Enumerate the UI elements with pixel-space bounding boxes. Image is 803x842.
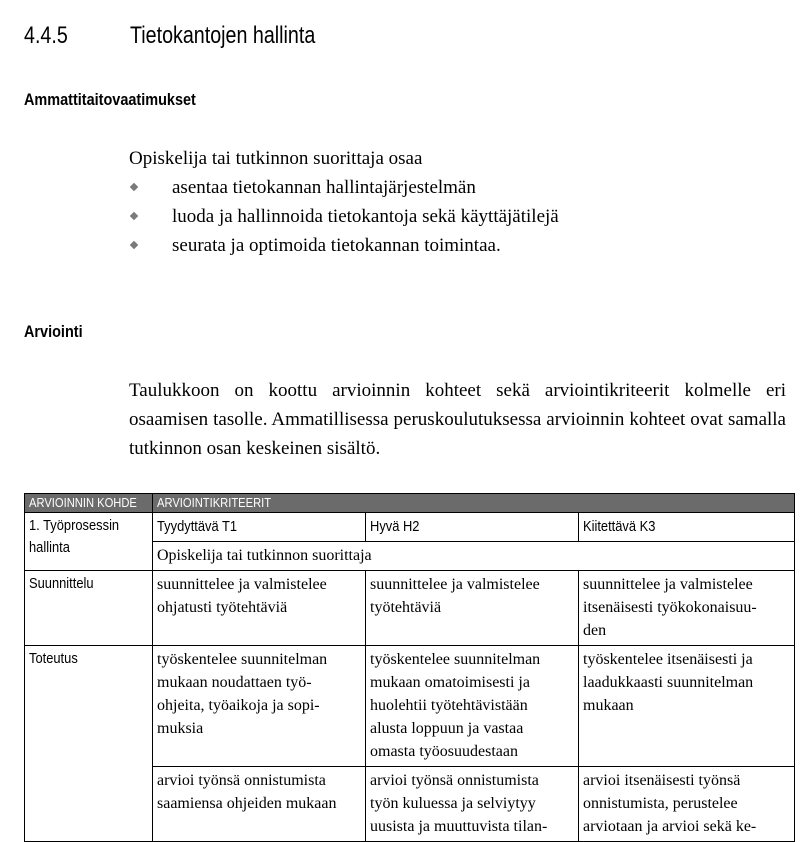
table-row <box>25 571 795 646</box>
diamond-bullet-icon <box>130 241 138 249</box>
section-number: 4.4.5 <box>24 22 68 49</box>
level-h2: Hyvä H2 <box>366 513 579 542</box>
competence-list <box>129 173 559 260</box>
table-header-row <box>25 494 795 513</box>
diamond-bullet-icon <box>130 183 138 191</box>
row-label: Suunnittelu <box>25 571 153 646</box>
col-header-subject: ARVIOINNIN KOHDE <box>25 494 153 513</box>
criteria-t1: työskentelee suunnitelman mukaan noudattaen työ- ohjeita, työaikoja ja sopi- muksia <box>153 646 366 767</box>
criteria-k3: arvioi itsenäisesti työnsä onnistumista, perustelee arviotaan ja arvioi sekä ke- <box>579 767 795 842</box>
competence-item: asentaa tietokannan hallintajärjestelmän <box>129 173 559 202</box>
competence-heading: Ammattitaitovaatimukset <box>24 90 196 109</box>
level-k3: Kiitettävä K3 <box>579 513 795 542</box>
level-t1: Tyydyttävä T1 <box>153 513 366 542</box>
criteria-h2: suunnittelee ja valmistelee työtehtäviä <box>366 571 579 646</box>
row-label <box>25 767 153 842</box>
criteria-h2: työskentelee suunnitelman mukaan omatoimisesti ja huolehtii työtehtävistään alusta loppuun ja vastaa omasta työosuudestaan <box>366 646 579 767</box>
competence-item: luoda ja hallinnoida tietokantoja sekä käyttäjätilejä <box>129 202 559 231</box>
level-row <box>25 513 795 542</box>
col-header-criteria: ARVIOINTIKRITEERIT <box>153 494 795 513</box>
competence-intro: Opiskelija tai tutkinnon suorittaja osaa <box>129 148 423 169</box>
criteria-h2: arvioi työnsä onnistumista työn kuluessa ja selviytyy uusista ja muuttuvista tilan- <box>366 767 579 842</box>
criteria-k3: suunnittelee ja valmistelee itsenäisesti työkokonaisuu- den <box>579 571 795 646</box>
assessment-table <box>24 493 795 842</box>
competence-item: seurata ja optimoida tietokannan toimintaa. <box>129 231 559 260</box>
assessment-heading: Arviointi <box>24 322 83 341</box>
diamond-bullet-icon <box>130 212 138 220</box>
criteria-t1: arvioi työnsä onnistumista saamiensa ohjeiden mukaan <box>153 767 366 842</box>
criteria-k3: työskentelee itsenäisesti ja laadukkaasti suunnitelman mukaan <box>579 646 795 767</box>
table-row <box>25 767 795 842</box>
subject-intro: Opiskelija tai tutkinnon suorittaja <box>153 542 795 571</box>
table-row <box>25 646 795 767</box>
assessment-paragraph: Taulukkoon on koottu arvioinnin kohteet sekä arviointikriteerit kolmelle eri osaamisen tasolle. Ammatillisessa peruskoulutuksessa arvioinnin kohteet ovat samalla tutkinnon osan keskeinen sisältö. <box>129 380 786 459</box>
subject-cell: 1. Työprosessin hallinta <box>25 513 153 571</box>
row-label: Toteutus <box>25 646 153 767</box>
section-title: Tietokantojen hallinta <box>130 22 316 49</box>
criteria-t1: suunnittelee ja valmistelee ohjatusti työtehtäviä <box>153 571 366 646</box>
